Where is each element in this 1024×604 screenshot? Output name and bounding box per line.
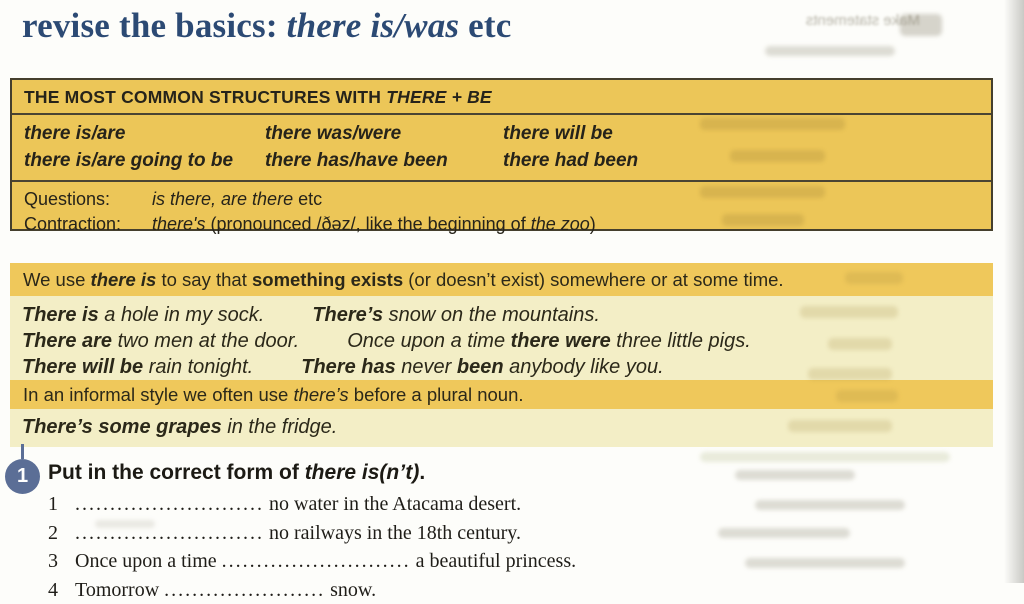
item-text: a beautiful princess. [410,550,577,573]
page-edge-shadow [1004,0,1024,583]
title-suffix: etc [459,6,512,45]
structures-box-header [12,80,991,115]
bleed-through-smudge [95,520,155,528]
item-text: no railways in the 18th century. [264,521,521,544]
item-number: 3 [48,550,58,573]
bleed-through-smudge [800,306,898,318]
bleed-through-smudge [700,452,950,462]
form-cell: there will be [503,123,613,144]
bleed-through-smudge [755,500,905,510]
exercise-item [48,576,748,604]
example-line: There will be rain tonight. There has never been anybody like you. [22,356,664,378]
title-text: revise the basics: [22,6,287,45]
bleed-through-smudge [836,390,898,402]
bleed-through-smudge [730,150,825,162]
bleed-through-smudge [788,420,892,432]
bleed-through-smudge [828,338,892,350]
example-line: There is a hole in my sock. There’s snow on the mountains. [22,304,600,326]
item-number: 1 [48,493,58,515]
bleed-through-smudge [845,272,903,284]
bleed-through-smudge [745,558,905,568]
item-number: 4 [48,578,58,601]
rule-text: We use there is to say that something exists (or doesn’t exist) somewhere or at some time. [23,268,784,290]
item-pre: Once upon a time [75,550,222,573]
form-cell: there was/were [265,123,402,144]
exercise-heading: Put in the correct form of there is(n’t). [48,461,426,484]
bleed-through-smudge [808,368,892,380]
item-number: 2 [48,521,58,544]
questions-value: is there, are there etc [152,189,323,209]
form-cell: there is/are [24,123,126,144]
item-text: snow. [325,578,377,601]
bleed-through-smudge [765,46,895,56]
form-cell: there is/are going to be [24,150,234,171]
exercise-items [48,490,748,604]
rule-text: In an informal style we often use there’s before a plural noun. [23,383,524,405]
box-header-text: THE MOST COMMON STRUCTURES WITH [24,87,387,107]
exercise-item [48,490,748,519]
contraction-label: Contraction: [24,214,122,234]
fill-in-blank: ........................... [75,521,264,544]
box-header-italic: THERE + BE [386,87,492,107]
exercise-number-badge: 1 [5,459,40,494]
contraction-row [24,212,979,237]
bleed-through-smudge [700,118,845,130]
structures-box [10,78,993,234]
fill-in-blank: ........................... [221,550,411,573]
example-line: There’s some grapes in the fridge. [22,416,338,438]
item-text: no water in the Atacama desert. [264,493,522,515]
bleed-through-text: Make statements [805,12,920,29]
bleed-through-smudge [735,470,855,480]
bleed-through-smudge [700,186,825,198]
fill-in-blank: ....................... [164,578,326,601]
item-pre: Tomorrow [75,578,165,601]
form-cell: there had been [503,150,639,171]
fill-in-blank: ........................... [75,493,264,515]
exercise-item [48,547,748,576]
contraction-value: there's (pronounced /ðəz/, like the beginning of the zoo) [152,214,596,234]
example-line: There are two men at the door. Once upon a time there were three little pigs. [22,330,751,352]
questions-row [24,187,979,212]
form-row [24,147,979,174]
bleed-through-smudge [718,528,850,538]
form-cell: there has/have been [265,150,448,171]
structures-notes [12,182,991,242]
bleed-through-smudge [900,14,942,36]
bleed-through-smudge [722,214,804,226]
exercise-connector-line [21,444,24,459]
questions-label: Questions: [24,189,111,209]
page-title [22,6,512,46]
title-italic: there is/was [286,6,460,45]
